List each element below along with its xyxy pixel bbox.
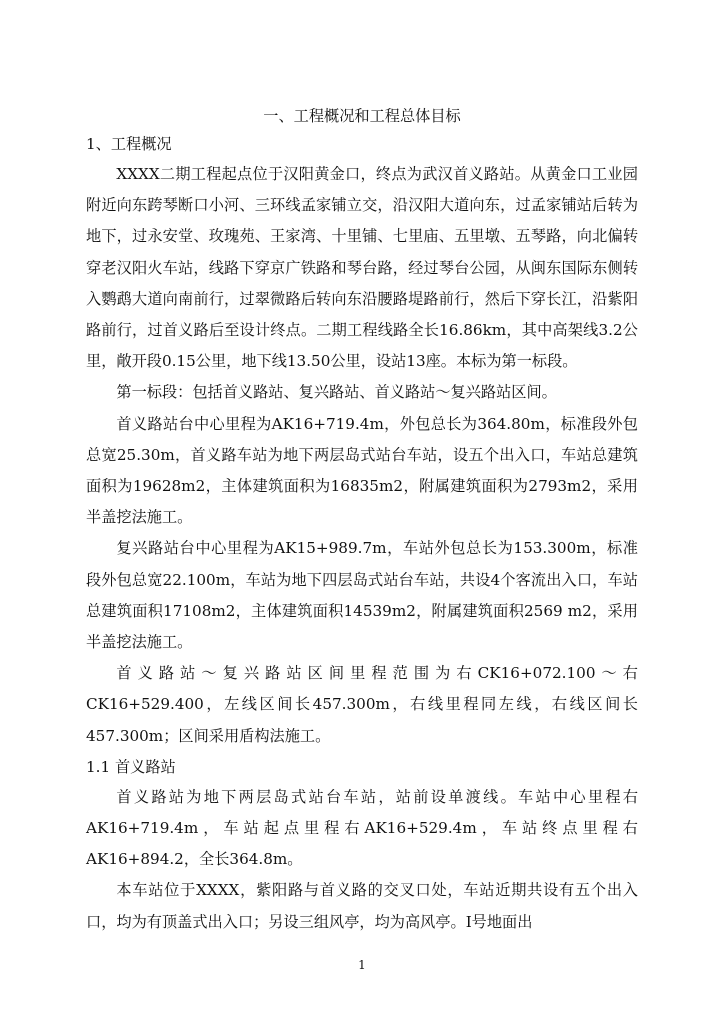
paragraph-project-overview: XXXX二期工程起点位于汉阳黄金口，终点为武汉首义路站。从黄金口工业园附近向东跨琴断口小河、三环线孟家铺立交，沿汉阳大道向东，过孟家铺站后转为地下，过永安堂、玫瑰苑、王家湾、十里铺、七里庙、五里墩、五琴路，向北偏转穿老汉阳火车站，线路下穿京广铁路和琴台路，经过琴台公园，从闽东国际东侧转入鹦鹉大道向南前行，过翠微路后转向东沿腰路堤路前行，然后下穿长江，沿紫阳路前行，过首义路后至设计终点。二期工程线路全长16.86km，其中高架线3.2公里，敞开段0.15公里，地下线13.50公里，设站13座。本标为第一标段。: [86, 165, 638, 371]
section-1-heading: 1、工程概况: [86, 135, 172, 153]
page-title: 一、工程概况和工程总体目标: [263, 107, 461, 125]
paragraph-fuxing-road-station: 复兴路站台中心里程为AK15+989.7m，车站外包总长为153.300m，标准段外包总宽22.100m，车站为地下四层岛式站台车站，共设4个客流出入口，车站总建筑面积17108m2，主体建筑面积14539m2，附属建筑面积2569 m2，采用半盖挖法施工。: [86, 539, 638, 652]
paragraph-station-location: 本车站位于XXXX，紫阳路与首义路的交叉口处，车站近期共设有五个出入口，均为有顶盖式出入口；另设三组风亭，均为高风亭。Ⅰ号地面出: [86, 881, 638, 931]
section-1-1-heading: 1.1 首义路站: [86, 757, 176, 776]
paragraph-shouyi-road-station: 首义路站台中心里程为AK16+719.4m，外包总长为364.80m，标准段外包总宽25.30m，首义路车站为地下两层岛式站台车站，设五个出入口，车站总建筑面积为19628m2，主体建筑面积为16835m2，附属建筑面积为2793m2，采用半盖挖法施工。: [86, 414, 638, 527]
page-number: 1: [358, 958, 366, 972]
paragraph-station-details: 首义路站为地下两层岛式站台车站，站前设单渡线。车站中心里程右AK16+719.4m，车站起点里程右AK16+529.4m，车站终点里程右AK16+894.2，全长364.8m。: [86, 787, 638, 869]
page-content: [86, 103, 638, 938]
paragraph-interval-section: 首义路站～复兴路站区间里程范围为右CK16+072.100～右CK16+529.400，左线区间长457.300m，右线里程同左线，右线区间长457.300m；区间采用盾构法施工。: [86, 664, 638, 745]
paragraph-first-section: 第一标段：包括首义路站、复兴路站、首义路站～复兴路站区间。: [116, 383, 557, 402]
